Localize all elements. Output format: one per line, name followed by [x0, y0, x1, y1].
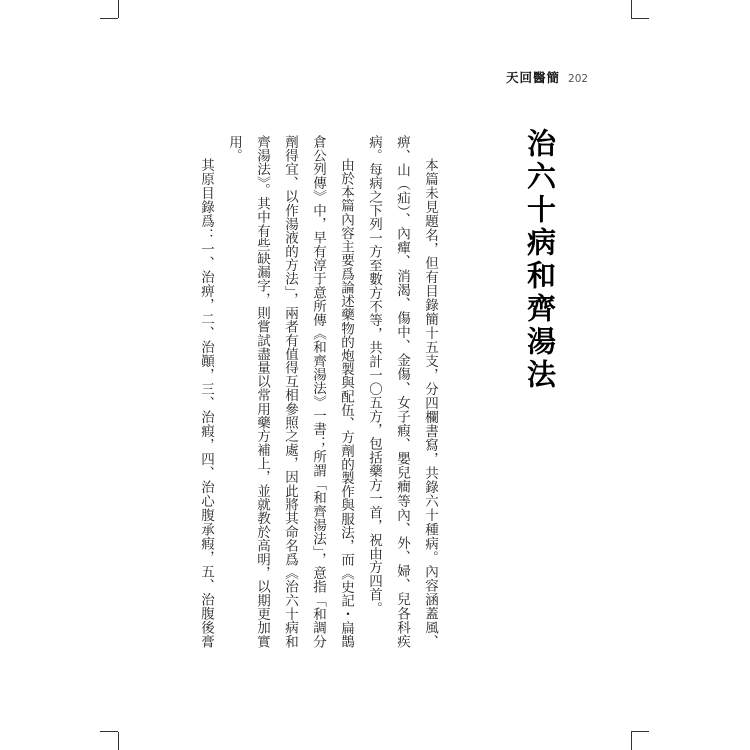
- running-head: [506, 68, 588, 86]
- chapter-title: 治六十病和齊湯法: [523, 128, 557, 388]
- crop-mark-bottom-right-h: [631, 731, 649, 732]
- body-column-7: 齊湯法》。其中有些缺漏字，則嘗試盡量以常用藥方補上，並就教於高明，以期更加實: [254, 135, 270, 648]
- body-column-5: 倉公列傳》中，早有淳于意所傳《和齊湯法》一書；所謂「和齊湯法」，意指「和調分: [310, 135, 326, 648]
- crop-mark-bottom-left: [118, 732, 119, 750]
- crop-mark-top-right: [631, 0, 632, 18]
- page-number: 202: [568, 73, 589, 85]
- crop-mark-top-left: [118, 0, 119, 18]
- body-column-3: 病。每病之下列一方至數方不等，共計一〇五方，包括藥方一首，祝由方四首。: [366, 135, 382, 615]
- crop-mark-top-right-h: [631, 18, 649, 19]
- crop-mark-bottom-left-h: [100, 731, 118, 732]
- body-column-1: 本篇未見題名，但有目錄簡十五支，分四欄書寫，共錄六十種病。內容涵蓋風、: [422, 158, 438, 648]
- body-column-9: 其原目錄爲：一、治痹，二、治顚，三、治瘕，四、治心腹承瘕，五、治腹後膏: [198, 158, 214, 648]
- body-column-8: 用。: [226, 135, 242, 162]
- body-column-4: 由於本篇內容主要爲論述藥物的炮製與配伍、方劑的製作與服法，而《史記・扁鵲: [338, 158, 354, 648]
- book-title: 天回醫簡: [506, 70, 561, 85]
- crop-mark-bottom-right: [631, 732, 632, 750]
- crop-mark-top-left-h: [100, 18, 118, 19]
- body-column-6: 劑得宜、以作湯液的方法」，兩者有值得互相參照之處，因此將其命名爲《治六十病和: [282, 135, 298, 648]
- body-column-2: 痹、山（疝）、內癉、消渴、傷中、金傷、女子瘕、嬰兒癎等內、外、婦、兒各科疾: [394, 135, 410, 648]
